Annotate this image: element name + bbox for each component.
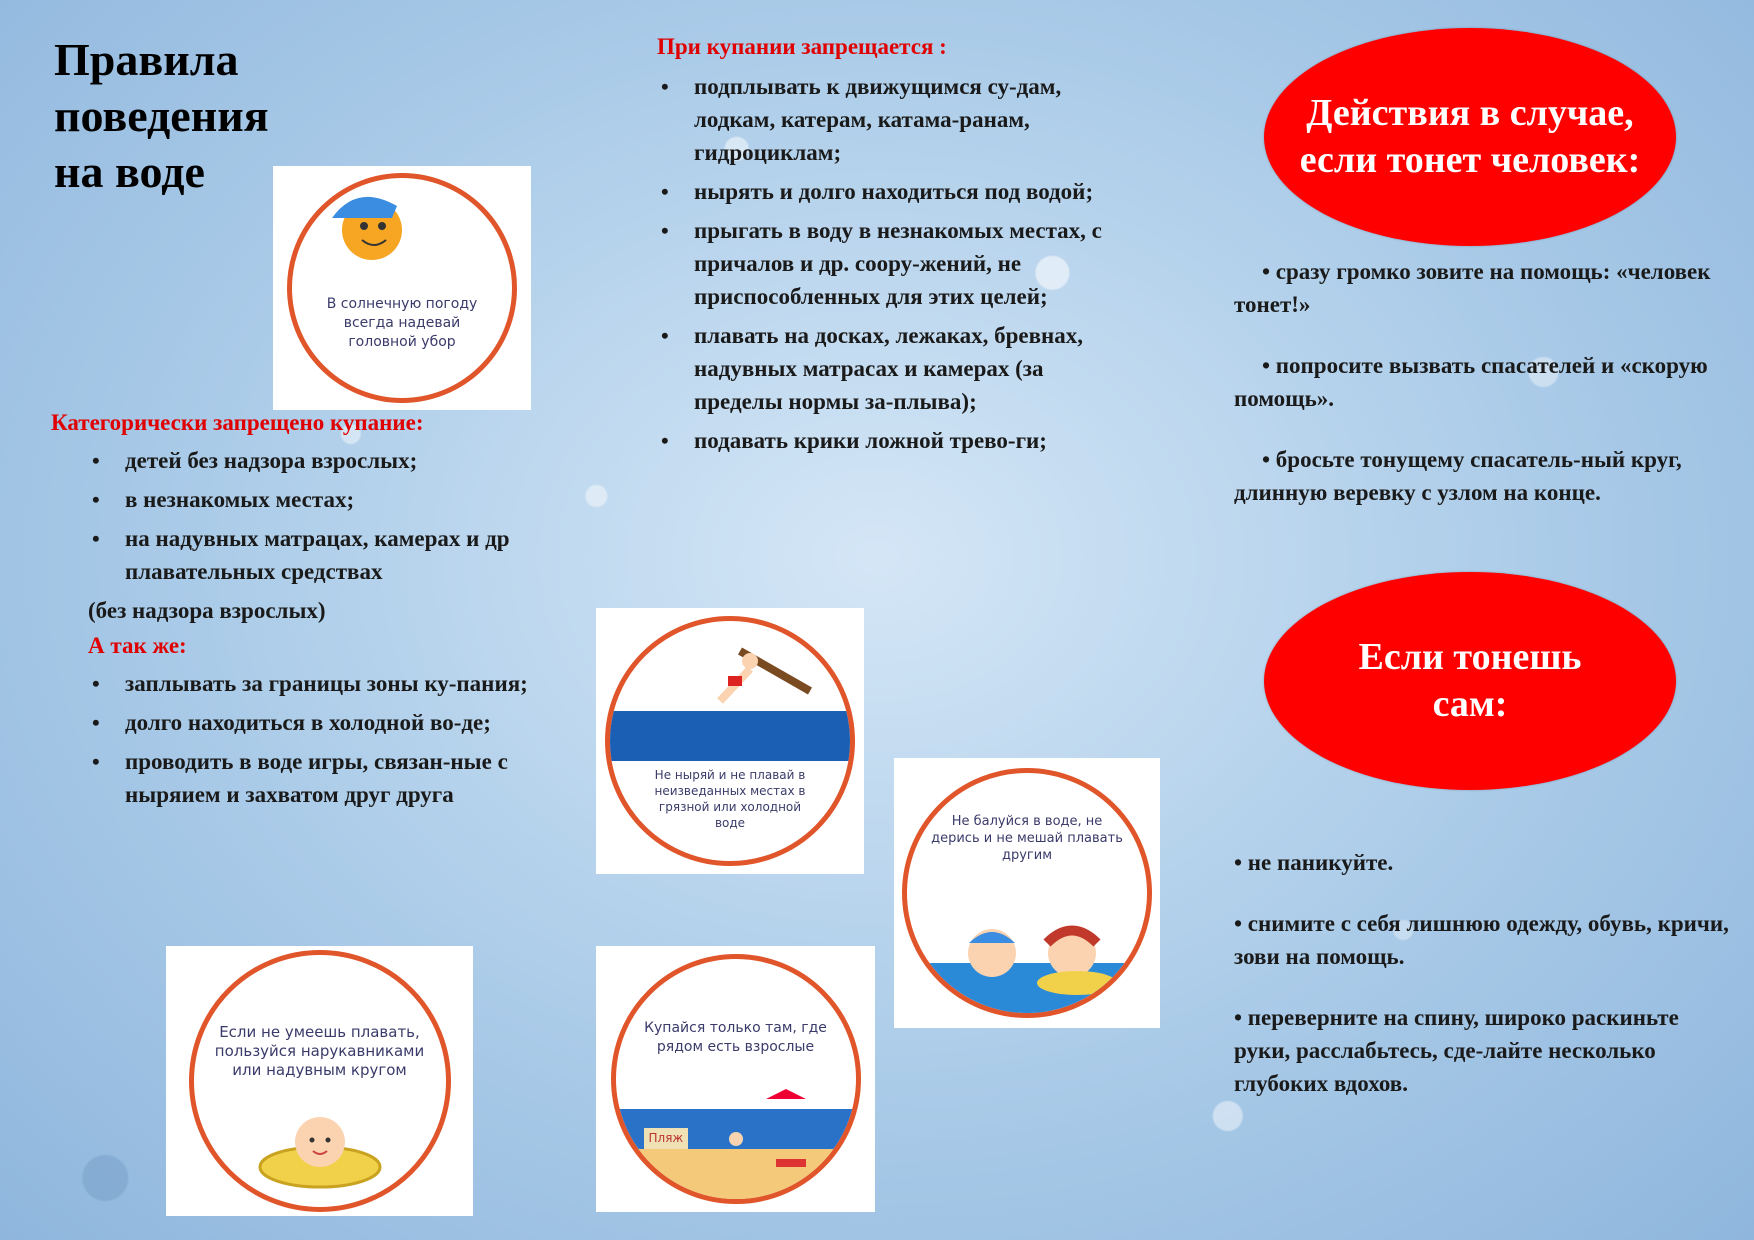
beach-sign: Пляж (644, 1128, 689, 1149)
list-item: • плавать на досках, лежаках, бревнах, надувных матрасах и камерах (за пределы нормы за-плыва); (657, 319, 1127, 418)
child-with-ring-icon (245, 1107, 395, 1197)
ring-caption: Если не умеешь плавать, пользуйся нарукавниками или надувным кругом (214, 1022, 425, 1079)
no-horseplay-picture (894, 758, 1160, 1028)
sun-hat-picture (273, 166, 531, 410)
self-drowning-oval: Если тонешь сам: (1264, 572, 1676, 790)
list-item: • детей без надзора взрослых; (88, 444, 561, 477)
list-item: • долго находиться в холодной во-де; (88, 706, 561, 739)
dive-warning-picture (596, 608, 864, 874)
diving-swimmer-icon (610, 631, 855, 761)
sun-caption: В солнечную погоду всегда надевай головной убор (326, 295, 478, 350)
sun-icon (302, 178, 422, 268)
list-item: • подплывать к движущимся су-дам, лодкам, катерам, катама-ранам, гидроциклам; (657, 70, 1127, 169)
list-item: • на надувных матрацах, камерах и др плавательных средствах (88, 522, 561, 588)
list-item: • сразу громко зовите на помощь: «человек тонет!» (1234, 259, 1711, 317)
list-item: • проводить в воде игры, связан-ные с ныряием и захватом друг друга (88, 745, 561, 811)
swim-ring-picture (166, 946, 473, 1216)
list-item: • снимите с себя лишнюю одежду, обувь, кричи, зови на помощь. (1234, 911, 1729, 969)
forbidden-list (88, 444, 561, 588)
list-item: • в незнакомых местах; (88, 483, 561, 516)
list-item: • попросите вызвать спасателей и «скорую помощь». (1234, 353, 1708, 411)
also-heading: А так же: (88, 633, 187, 658)
list-item: • переверните на спину, широко раскиньте руки, расслабьтесь, сде-лайте несколько глубоких вдохов. (1234, 1005, 1679, 1096)
list-item: • не паникуйте. (1234, 850, 1394, 875)
beach-caption: Купайся только там, где рядом есть взрослые (644, 1020, 827, 1055)
list-item: • нырять и долго находиться под водой; (657, 175, 1127, 208)
list-item: • подавать крики ложной трево-ги; (657, 424, 1127, 457)
note-text: (без надзора взрослых) (88, 598, 326, 623)
forbidden-heading: Категорически запрещено купание: (51, 410, 424, 435)
beach-picture (596, 946, 875, 1212)
play-caption: Не балуйся в воде, не дерись и не мешай плавать другим (931, 814, 1123, 863)
list-item: • заплывать за границы зоны ку-пания; (88, 667, 561, 700)
prohibited-heading: При купании запрещается : (657, 34, 947, 59)
page-title: Правила поведения на воде (54, 34, 269, 197)
prohibited-list (657, 70, 1127, 457)
also-list (88, 667, 561, 811)
dive-caption: Не ныряй и не плавай в неизведанных местах в грязной или холодной воде (654, 768, 806, 830)
drowning-person-actions (1234, 255, 1729, 537)
children-playing-icon (907, 883, 1152, 1013)
self-drowning-actions (1234, 846, 1729, 1128)
drowning-person-oval: Действия в случае, если тонет человек: (1264, 28, 1676, 246)
list-item: • бросьте тонущему спасатель-ный круг, длинную веревку с узлом на конце. (1234, 447, 1682, 505)
list-item: • прыгать в воду в незнакомых местах, с причалов и др. соору-жений, не приспособленных для этих целей; (657, 214, 1127, 313)
